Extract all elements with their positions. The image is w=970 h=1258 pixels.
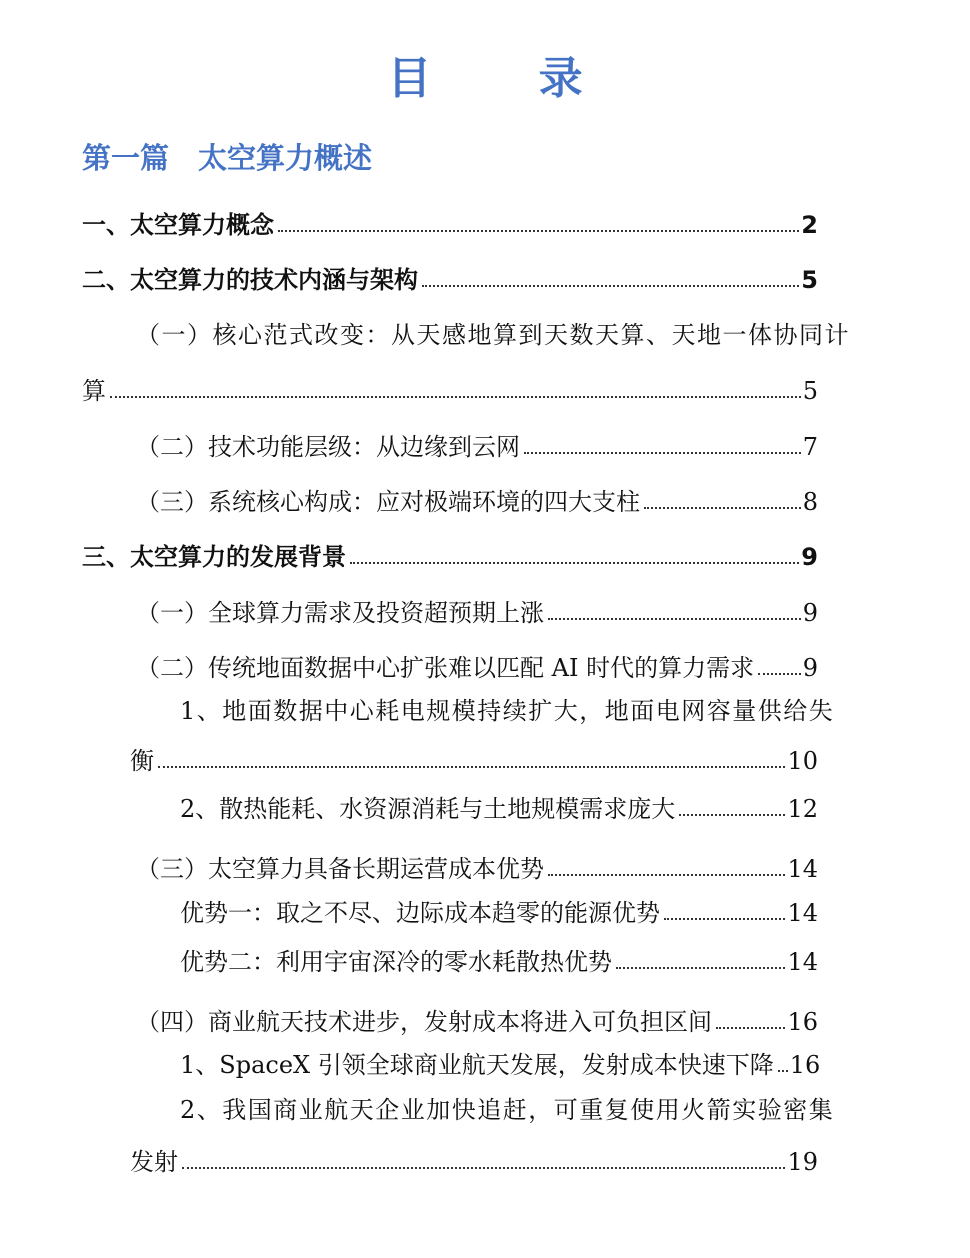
entry-title-line1: （一）核心范式改变：从天感地算到天数天算、天地一体协同计: [136, 321, 850, 349]
entry-page: 9: [801, 543, 818, 571]
leader-dots: [778, 1070, 788, 1072]
entry-title: 优势二：利用宇宙深冷的零水耗散热优势: [180, 948, 612, 976]
entry-title: （二）传统地面数据中心扩张难以匹配 AI 时代的算力需求: [136, 654, 755, 682]
toc-entry[interactable]: [180, 1046, 821, 1080]
entry-title: （一）全球算力需求及投资超预期上涨: [136, 599, 544, 627]
leader-dots: [664, 918, 785, 920]
toc-title: 目 录: [387, 53, 629, 104]
leader-dots: [110, 396, 801, 398]
leader-dots: [644, 507, 801, 509]
entry-title: 二、太空算力的技术内涵与架构: [82, 266, 418, 294]
entry-title: 1、SpaceX 引领全球商业航天发展，发射成本快速下降: [180, 1051, 774, 1079]
toc-entry[interactable]: [180, 894, 818, 928]
entry-page: 12: [787, 795, 818, 823]
toc-entry[interactable]: [82, 372, 818, 406]
entry-page: 16: [787, 1008, 818, 1036]
entry-title: （三）系统核心构成：应对极端环境的四大支柱: [136, 488, 640, 516]
entry-page: 14: [787, 855, 818, 883]
leader-dots: [616, 967, 785, 969]
entry-title: 算: [82, 377, 106, 405]
entry-title: （二）技术功能层级：从边缘到云网: [136, 433, 520, 461]
leader-dots: [548, 618, 801, 620]
entry-page: 8: [802, 488, 818, 516]
leader-dots: [182, 1167, 785, 1169]
leader-dots: [350, 562, 799, 564]
leader-dots: [524, 452, 801, 454]
entry-page: 5: [802, 377, 818, 405]
entry-title-line1: 1、地面数据中心耗电规模持续扩大，地面电网容量供给失: [180, 697, 835, 725]
leader-dots: [716, 1027, 785, 1029]
entry-page: 14: [787, 899, 818, 927]
entry-page: 16: [789, 1051, 821, 1079]
toc-entry[interactable]: [82, 538, 818, 572]
leader-dots: [758, 673, 801, 675]
toc-entry[interactable]: [180, 943, 818, 977]
entry-page: 10: [787, 747, 818, 775]
entry-page: 9: [802, 654, 818, 682]
entry-title: 衡: [130, 747, 154, 775]
entry-page: 5: [801, 266, 818, 294]
entry-title: 发射: [130, 1148, 178, 1176]
toc-entry[interactable]: [136, 1003, 818, 1037]
entry-page: 2: [801, 211, 818, 239]
toc-entry[interactable]: [82, 261, 818, 295]
entry-title-line1: 2、我国商业航天企业加快追赶，可重复使用火箭实验密集: [180, 1096, 835, 1124]
entry-page: 7: [802, 433, 818, 461]
entry-title: 三、太空算力的发展背景: [82, 543, 346, 571]
toc-entry[interactable]: [136, 428, 818, 462]
entry-title: 2、散热能耗、水资源消耗与土地规模需求庞大: [180, 795, 676, 823]
toc-entry[interactable]: [136, 850, 818, 884]
leader-dots: [422, 285, 799, 287]
toc-entry[interactable]: [130, 1143, 818, 1177]
toc-entry[interactable]: [82, 206, 818, 240]
toc-entry[interactable]: [180, 790, 818, 824]
entry-title: （三）太空算力具备长期运营成本优势: [136, 855, 544, 883]
entry-title: 优势一：取之不尽、边际成本趋零的能源优势: [180, 899, 660, 927]
entry-page: 9: [802, 599, 818, 627]
entry-page: 19: [787, 1148, 818, 1176]
toc-entry[interactable]: [136, 649, 818, 683]
toc-entry[interactable]: [136, 594, 818, 628]
entry-title: （四）商业航天技术进步，发射成本将进入可负担区间: [136, 1008, 712, 1036]
leader-dots: [548, 874, 785, 876]
toc-entry[interactable]: [136, 483, 818, 517]
leader-dots: [679, 814, 785, 816]
part-heading: 第一篇 太空算力概述: [82, 141, 373, 175]
leader-dots: [158, 766, 785, 768]
leader-dots: [278, 230, 799, 232]
entry-page: 14: [787, 948, 818, 976]
entry-title: 一、太空算力概念: [82, 211, 274, 239]
toc-entry[interactable]: [130, 742, 818, 776]
